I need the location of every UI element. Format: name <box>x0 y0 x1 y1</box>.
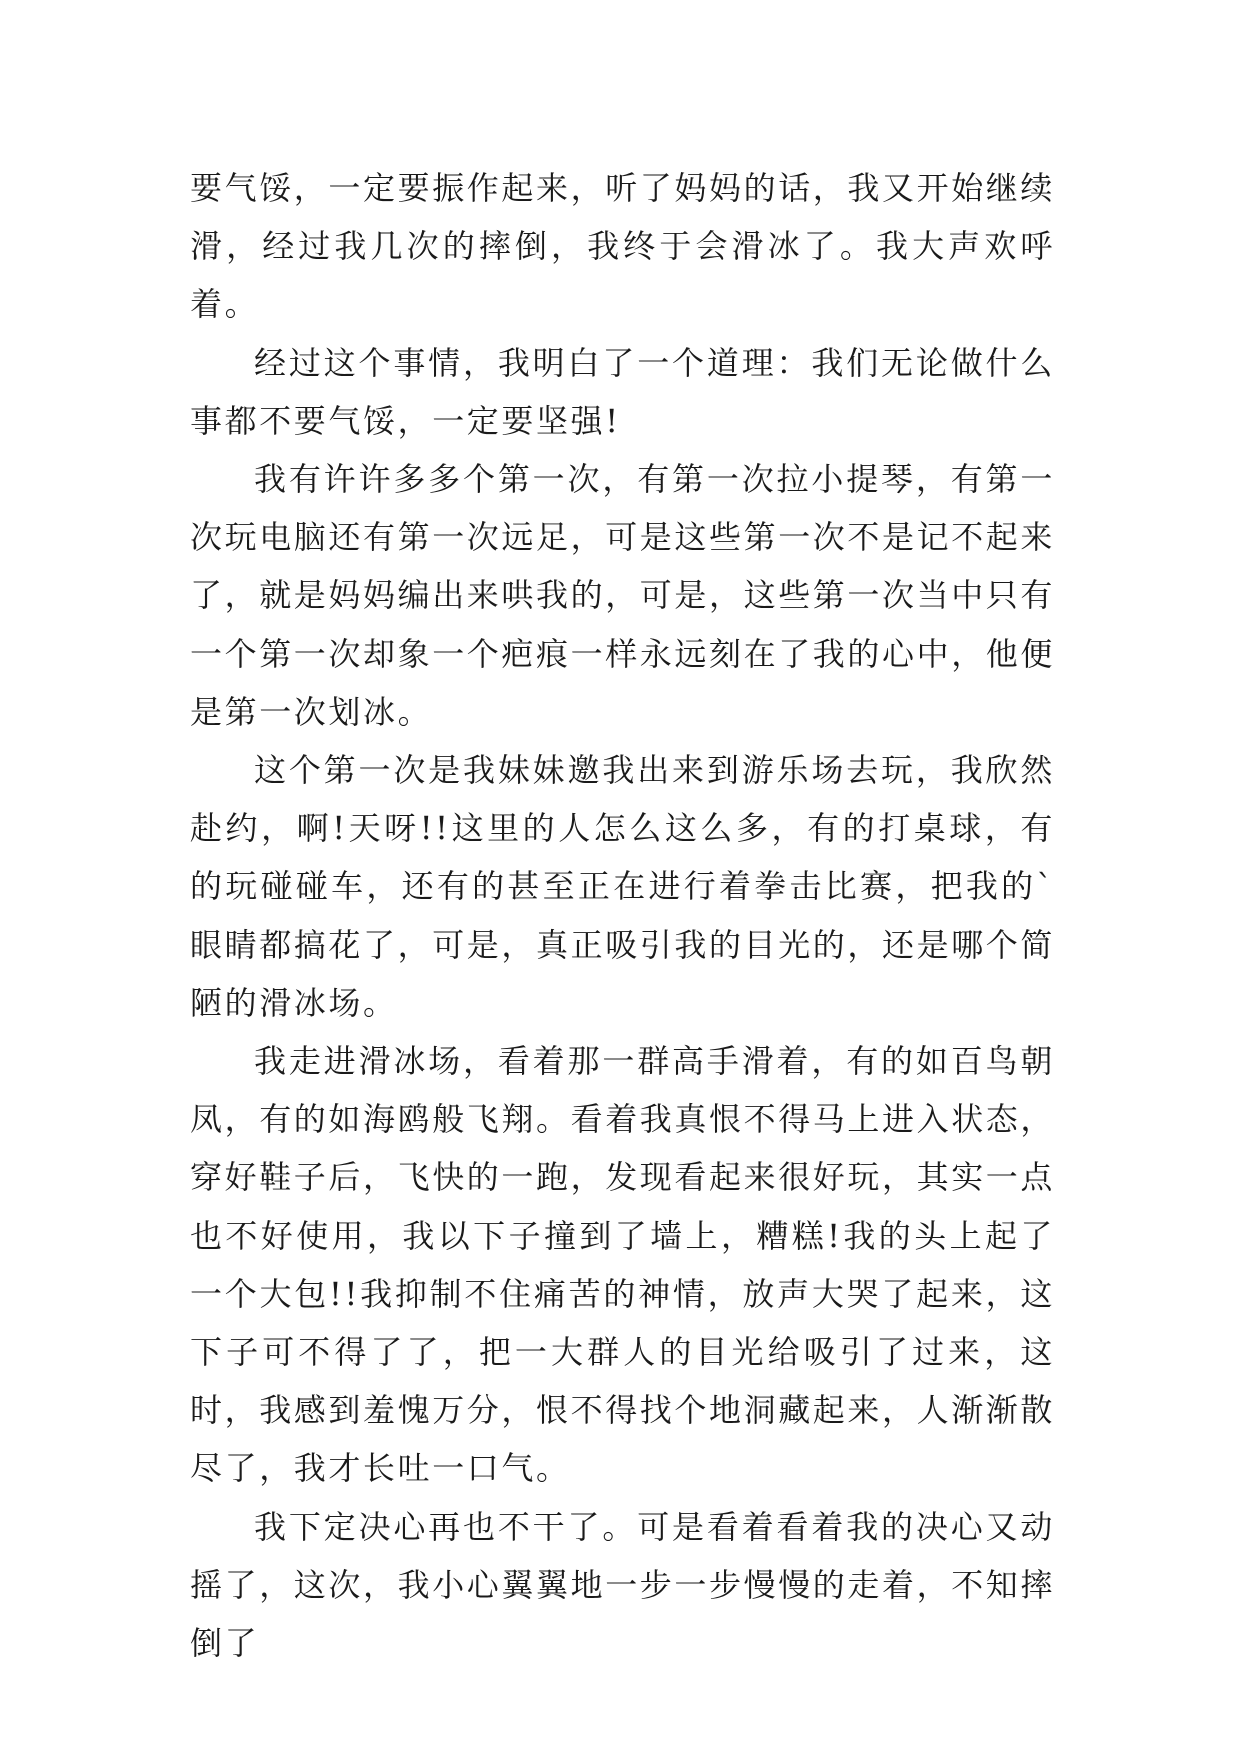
document-body <box>190 159 1055 1672</box>
paragraph-2: 经过这个事情，我明白了一个道理：我们无论做什么事都不要气馁，一定要坚强! <box>190 343 1055 440</box>
paragraph-1: 要气馁，一定要振作起来，听了妈妈的话，我又开始继续滑，经过我几次的摔倒，我终于会滑冰了。我大声欢呼着。 <box>190 169 1056 324</box>
paragraph-4: 这个第一次是我妹妹邀我出来到游乐场去玩，我欣然赴约，啊!天呀!!这里的人怎么这么多，有的打桌球，有的玩碰碰车，还有的甚至正在进行着拳击比赛，把我的`眼睛都搞花了，可是，真正吸引我的目光的，还是哪个简陋的滑冰场。 <box>190 751 1056 1022</box>
paragraph-3: 我有许许多多个第一次，有第一次拉小提琴，有第一次玩电脑还有第一次远足，可是这些第一次不是记不起来了，就是妈妈编出来哄我的，可是，这些第一次当中只有一个第一次却象一个疤痕一样永远刻在了我的心中，他便是第一次划冰。 <box>190 460 1056 731</box>
paragraph-6: 我下定决心再也不干了。可是看着看着我的决心又动摇了，这次，我小心翼翼地一步一步慢慢的走着，不知摔倒了 <box>190 1507 1056 1663</box>
paragraph-5: 我走进滑冰场，看着那一群高手滑着，有的如百鸟朝凤，有的如海鸥般飞翔。看着我真恨不得马上进入状态，穿好鞋子后，飞快的一跑，发现看起来很好玩，其实一点也不好使用，我以下子撞到了墙上，糟糕!我的头上起了一个大包!!我抑制不住痛苦的神情，放声大哭了起来，这下子可不得了了，把一大群人的目光给吸引了过来，这时，我感到羞愧万分，恨不得找个地洞藏起来，人渐渐散尽了，我才长吐一口气。 <box>190 1042 1056 1488</box>
